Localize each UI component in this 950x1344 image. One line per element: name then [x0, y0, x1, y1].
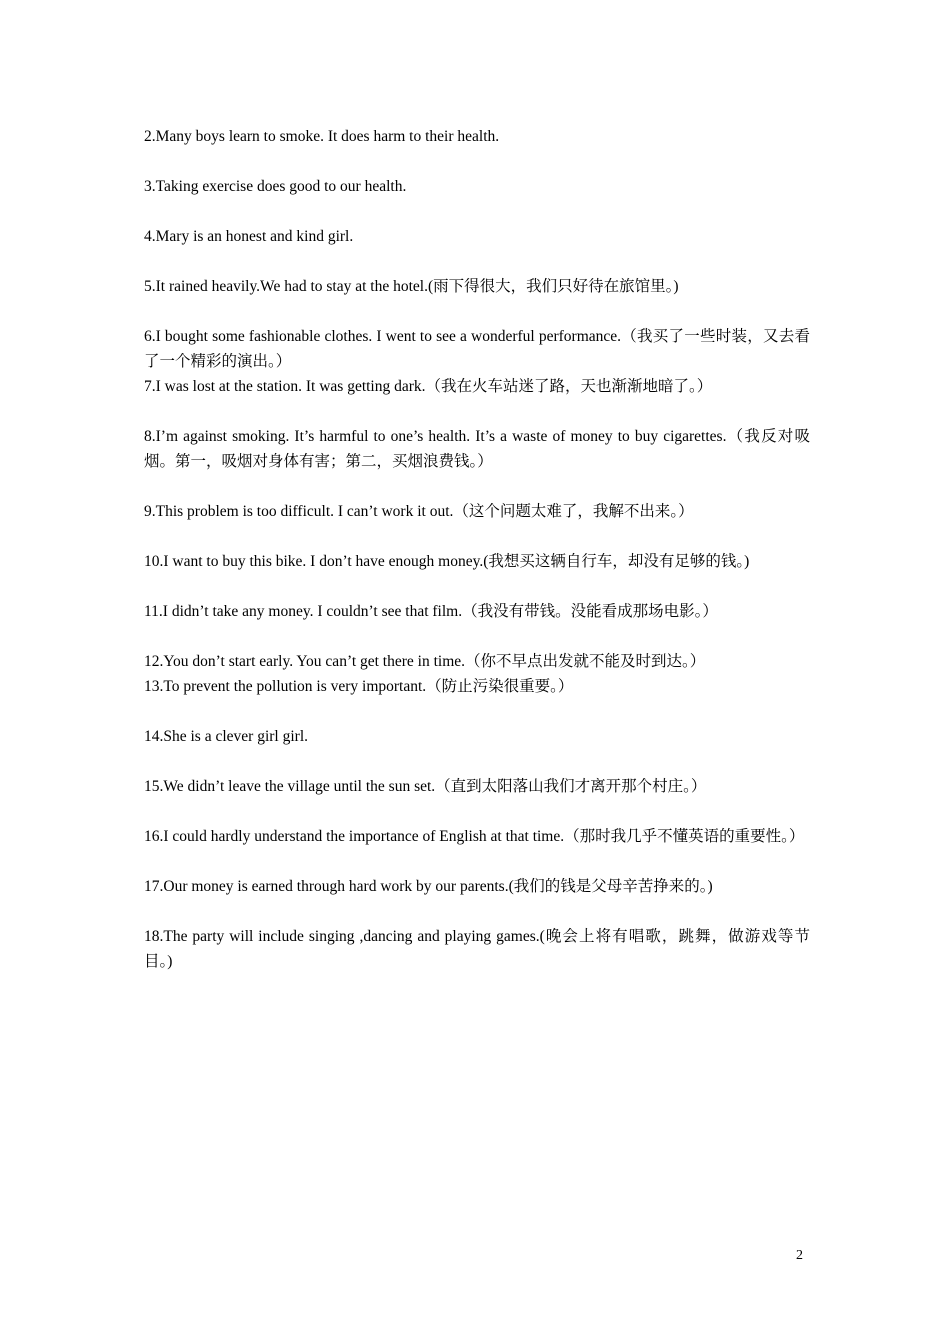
list-item: 2.Many boys learn to smoke. It does harm to their health. — [144, 128, 500, 145]
list-item: 4.Mary is an honest and kind girl. — [144, 228, 354, 245]
sentence-list — [144, 124, 810, 974]
list-item: 16.I could hardly understand the importance of English at that time.（那时我几乎不懂英语的重要性。） — [144, 828, 805, 845]
list-item: 10.I want to buy this bike. I don’t have enough money.(我想买这辆自行车，却没有足够的钱。) — [144, 553, 750, 570]
list-item: 14.She is a clever girl girl. — [144, 728, 308, 745]
list-item: 9.This problem is too difficult. I can’t work it out.（这个问题太难了，我解不出来。） — [144, 503, 694, 520]
list-item: 3.Taking exercise does good to our health. — [144, 178, 407, 195]
list-item: 5.It rained heavily.We had to stay at the hotel.(雨下得很大，我们只好待在旅馆里。) — [144, 278, 679, 295]
list-item: 6.I bought some fashionable clothes. I went to see a wonderful performance.（我买了一些时装，又去看了一个精彩的演出。） — [144, 328, 810, 370]
list-item: 7.I was lost at the station. It was getting dark.（我在火车站迷了路，天也渐渐地暗了。） — [144, 378, 713, 395]
list-item: 12.You don’t start early. You can’t get there in time.（你不早点出发就不能及时到达。） — [144, 653, 706, 670]
page-number: 2 — [796, 1248, 803, 1263]
list-item: 18.The party will include singing ,dancing and playing games.(晚会上将有唱歌，跳舞，做游戏等节目。) — [144, 928, 810, 970]
list-item: 11.I didn’t take any money. I couldn’t see that film.（我没有带钱。没能看成那场电影。） — [144, 603, 718, 620]
list-item: 15.We didn’t leave the village until the sun set.（直到太阳落山我们才离开那个村庄。） — [144, 778, 707, 795]
list-item: 17.Our money is earned through hard work by our parents.(我们的钱是父母辛苦挣来的。) — [144, 878, 713, 895]
list-item: 8.I’m against smoking. It’s harmful to one’s health. It’s a waste of money to buy cigarettes.（我反对吸烟。第一，吸烟对身体有害；第二，买烟浪费钱。） — [144, 428, 810, 470]
list-item: 13.To prevent the pollution is very important.（防止污染很重要。） — [144, 678, 574, 695]
